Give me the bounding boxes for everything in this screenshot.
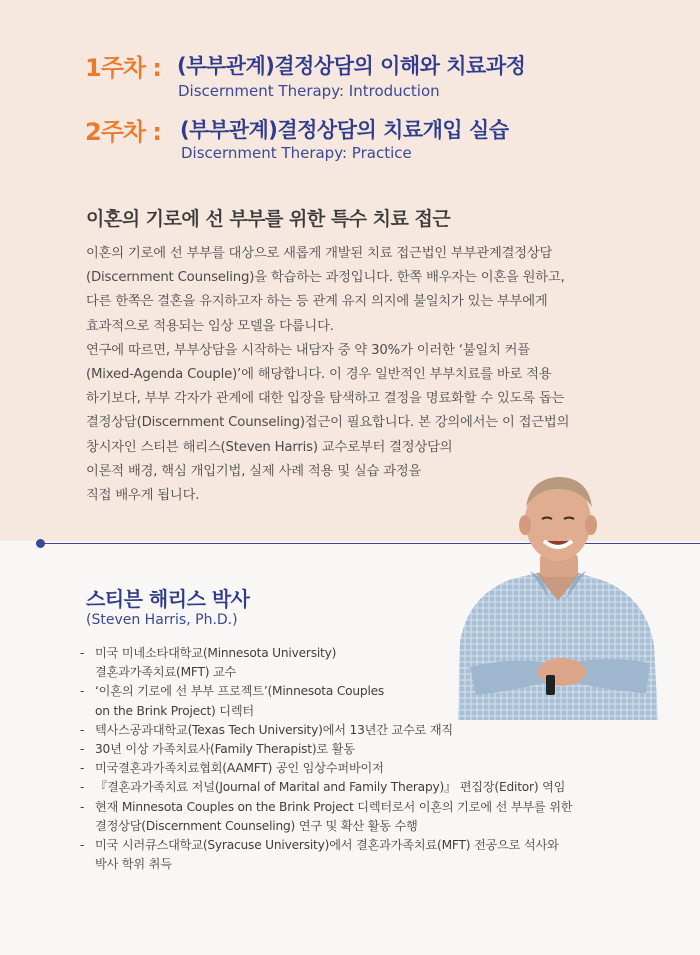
bio-line: - 30년 이상 가족치료사(Family Therapist)로 활동 (95, 742, 355, 757)
bio-item (80, 682, 680, 720)
intro-line: 이론적 배경, 핵심 개입기법, 실제 사례 적용 및 실습 과정을 (86, 463, 422, 479)
bio-line: - 미국결혼과가족치료협회(AAMFT) 공인 임상수퍼바이저 (95, 761, 384, 776)
corner-decoration (0, 0, 40, 20)
professor-name-english: (Steven Harris, Ph.D.) (86, 612, 238, 628)
bio-item (80, 778, 680, 797)
intro-line: 다른 한쪽은 결혼을 유지하고자 하는 등 관계 유지 의지에 불일치가 있는 부부에게 (86, 294, 548, 310)
intro-line: (Mixed-Agenda Couple)’에 해당합니다. 이 경우 일반적인 부부치료를 바로 적용 (86, 367, 552, 383)
bio-item (80, 740, 680, 759)
bio-item (80, 836, 680, 874)
section-title: 이혼의 기로에 선 부부를 위한 특수 치료 접근 (86, 208, 451, 230)
bio-line: - 미국 시러큐스대학교(Syracuse University)에서 결혼과가족치료(MFT) 전공으로 석사와 (95, 838, 559, 853)
week-1-label: 1주차 : (85, 54, 162, 82)
bio-line: - 텍사스공과대학교(Texas Tech University)에서 13년간 교수로 재직 (95, 722, 453, 737)
week-2-label: 2주차 : (85, 118, 162, 146)
intro-line: 결정상담(Discernment Counseling)접근이 필요합니다. 본 강의에서는 이 접근법의 (86, 415, 570, 431)
intro-line: 이혼의 기로에 선 부부를 대상으로 새롭게 개발된 치료 접근법인 부부관계결정상담 (86, 246, 553, 261)
professor-name: 스티븐 해리스 박사 (86, 587, 250, 611)
intro-line: 연구에 따르면, 부부상담을 시작하는 내담자 중 약 30%가 이러한 ‘불일치 커플 (86, 342, 530, 358)
bio-item (80, 644, 680, 682)
bio-line: - 미국 미네소타대학교(Minnesota University) (95, 646, 337, 660)
bio-item (80, 721, 680, 740)
week-1-title: (부부관계)결정상담의 이해와 치료과정 (177, 54, 526, 78)
intro-line: 창시자인 스티븐 해리스(Steven Harris) 교수로부터 결정상담의 (86, 439, 453, 455)
intro-line: (Discernment Counseling)을 학습하는 과정입니다. 한쪽 배우자는 이혼을 원하고, (86, 270, 565, 286)
professor-bio-list (80, 644, 680, 874)
bio-line: on the Brink Project) 디렉터 (95, 703, 254, 718)
week-1-subtitle: Discernment Therapy: Introduction (178, 82, 440, 100)
divider-dot (36, 539, 45, 548)
bio-line: 결정상담(Discernment Counseling) 연구 및 확산 활동 수행 (95, 818, 418, 833)
bio-line: - 『결혼과가족치료 저널(Journal of Marital and Family Therapy)』 편집장(Editor) 역임 (95, 780, 566, 795)
bio-line: - 현재 Minnesota Couples on the Brink Project 디렉터로서 이혼의 기로에 선 부부를 위한 (95, 799, 573, 814)
bio-line: 결혼과가족치료(MFT) 교수 (95, 665, 237, 680)
week-2-subtitle: Discernment Therapy: Practice (181, 144, 412, 162)
intro-line: 하기보다, 부부 각자가 관계에 대한 입장을 탐색하고 결정을 명료화할 수 있도록 돕는 (86, 391, 565, 407)
bio-line: - ‘이혼의 기로에 선 부부 프로젝트’(Minnesota Couples (95, 684, 385, 699)
week-2-title: (부부관계)결정상담의 치료개입 실습 (180, 118, 509, 142)
bio-item (80, 759, 680, 778)
intro-line: 직접 배우게 됩니다. (86, 488, 200, 504)
bio-line: 박사 학위 취득 (95, 857, 172, 872)
intro-line: 효과적으로 적용되는 임상 모델을 다룹니다. (86, 318, 334, 334)
bio-item (80, 798, 680, 836)
